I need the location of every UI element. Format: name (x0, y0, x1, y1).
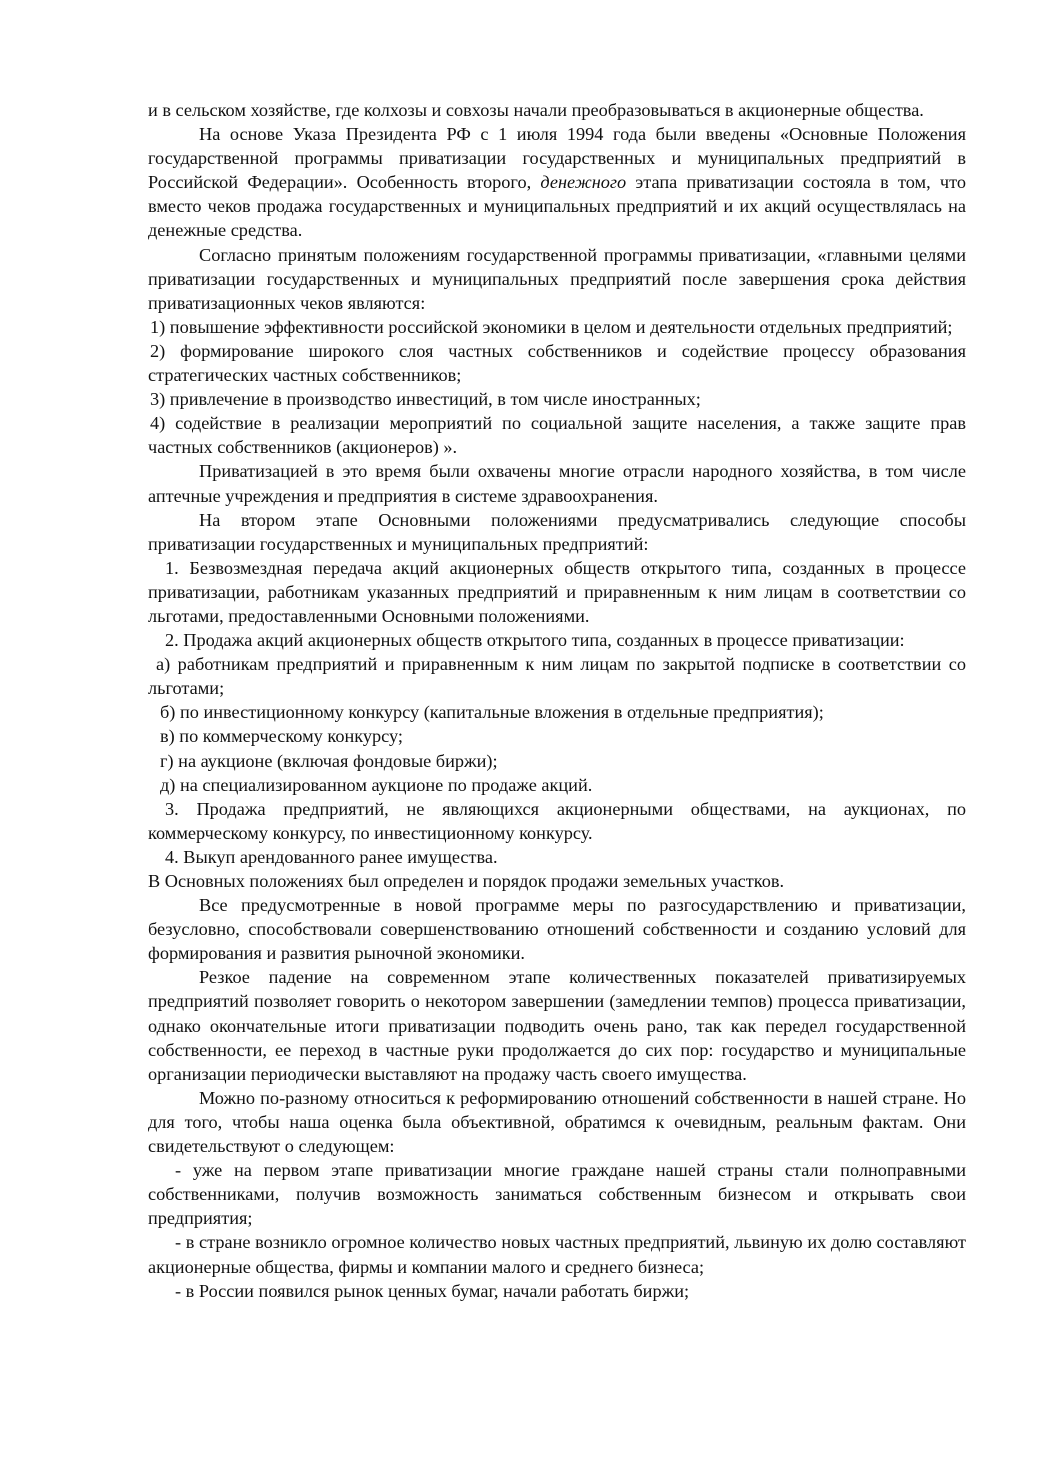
list-subitem-a: а) работникам предприятий и приравненным к ним лицам по закрытой подписке в соответствии со льготами; (148, 654, 966, 699)
paragraph-agriculture: и в сельском хозяйстве, где колхозы и совхозы начали преобразовываться в акционерные общества. (148, 100, 924, 120)
list-subitem-d: д) на специализированном аукционе по продаже акций. (160, 774, 593, 795)
list-item-method-3: 3. Продажа предприятий, не являющихся акционерными обществами, на аукционах, по коммерческому конкурсу, по инвестиционному конкурсу. (148, 798, 966, 843)
list-item-fact-2: - в стране возникло огромное количество новых частных предприятий, львиную их долю составляют акционерные общества, фирмы и компании малого и среднего бизнеса; (148, 1232, 966, 1277)
list-item-goal-1: 1) повышение эффективности российской экономики в целом и деятельности отдельных предприятий; (150, 316, 953, 337)
list-item-fact-3: - в России появился рынок ценных бумаг, начали работать биржи; (175, 1280, 690, 1301)
decree-emphasis: денежного (540, 172, 627, 193)
paragraph-privatization-scope: Приватизацией в это время были охвачены многие отрасли народного хозяйства, в том числе аптечные учреждения и предприятия в системе здравоохранения. (148, 461, 966, 506)
list-subitem-b: б) по инвестиционному конкурсу (капитальные вложения в отдельные предприятия); (160, 702, 824, 723)
list-item-goal-4: 4) содействие в реализации мероприятий по социальной защите населения, а также защите прав частных собственников (акционеров) ». (148, 413, 966, 458)
list-item-fact-1: - уже на первом этапе приватизации многие граждане нашей страны стали полноправными собственниками, получив возможность заниматься собственным бизнесом и открывать свои предприятия; (148, 1160, 966, 1229)
paragraph-assessment: Можно по-разному относиться к реформированию отношений собственности в нашей стране. Но для того, чтобы наша оценка была объективной, обратимся к очевидным, реальным фактам. Они свидетельствуют о следующем: (148, 1087, 966, 1157)
decree-text-after: этапа приватизации состояла в том, что вместо чеков продажа государственных и муниципальных предприятий и их акций осуществлялась на денежные средства. (148, 172, 966, 241)
list-item-goal-2: 2) формирование широкого слоя частных собственников и содействие процессу образования стратегических частных собственников; (148, 340, 966, 386)
list-subitem-g: г) на аукционе (включая фондовые биржи); (160, 750, 498, 771)
document-page (148, 98, 966, 1303)
decree-text-before: На основе Указа Президента РФ с 1 июля 1994 года были введены «Основные Положения государственной программы приватизации государственных и муниципальных предприятий в Российской Федерации». Особенность второго, (148, 124, 966, 193)
paragraph-land-plots: В Основных положениях был определен и порядок продажи земельных участков. (148, 871, 785, 891)
paragraph-decline: Резкое падение на современном этапе количественных показателей приватизируемых предприятий позволяет говорить о некотором завершении (замедлении темпов) процесса приватизации, однако окончательные итоги приватизации подводить очень рано, так как передел государственной собственности, ее переход в частные руки продолжается до сих пор: государство и муниципальные организации периодически выставляют на продажу часть своего имущества. (148, 967, 966, 1084)
list-subitem-v: в) по коммерческому конкурсу; (160, 726, 404, 747)
paragraph-methods-intro: На втором этапе Основными положениями предусматривались следующие способы приватизации государственных и муниципальных предприятий: (148, 509, 966, 554)
paragraph-measures: Все предусмотренные в новой программе меры по разгосударствлению и приватизации, безусловно, способствовали совершенствованию отношений собственности и созданию условий для формирования и развития рыночной экономики. (148, 895, 966, 964)
list-item-goal-3: 3) привлечение в производство инвестиций, в том числе иностранных; (150, 389, 701, 410)
paragraph-goals-intro: Согласно принятым положениям государственной программы приватизации, «главными целями приватизации государственных и муниципальных предприятий после завершения срока действия приватизационных чеков являются: (148, 244, 966, 313)
paragraph-decree (148, 122, 966, 242)
list-item-method-2: 2. Продажа акций акционерных обществ открытого типа, созданных в процессе приватизации: (165, 630, 905, 651)
list-item-method-1: 1. Безвозмездная передача акций акционерных обществ открытого типа, созданных в процессе приватизации, работникам указанных предприятий и приравненным к ним лицам в соответствии со льготами, предоставленными Основными положениями. (148, 557, 966, 626)
list-item-method-4: 4. Выкуп арендованного ранее имущества. (165, 846, 498, 867)
